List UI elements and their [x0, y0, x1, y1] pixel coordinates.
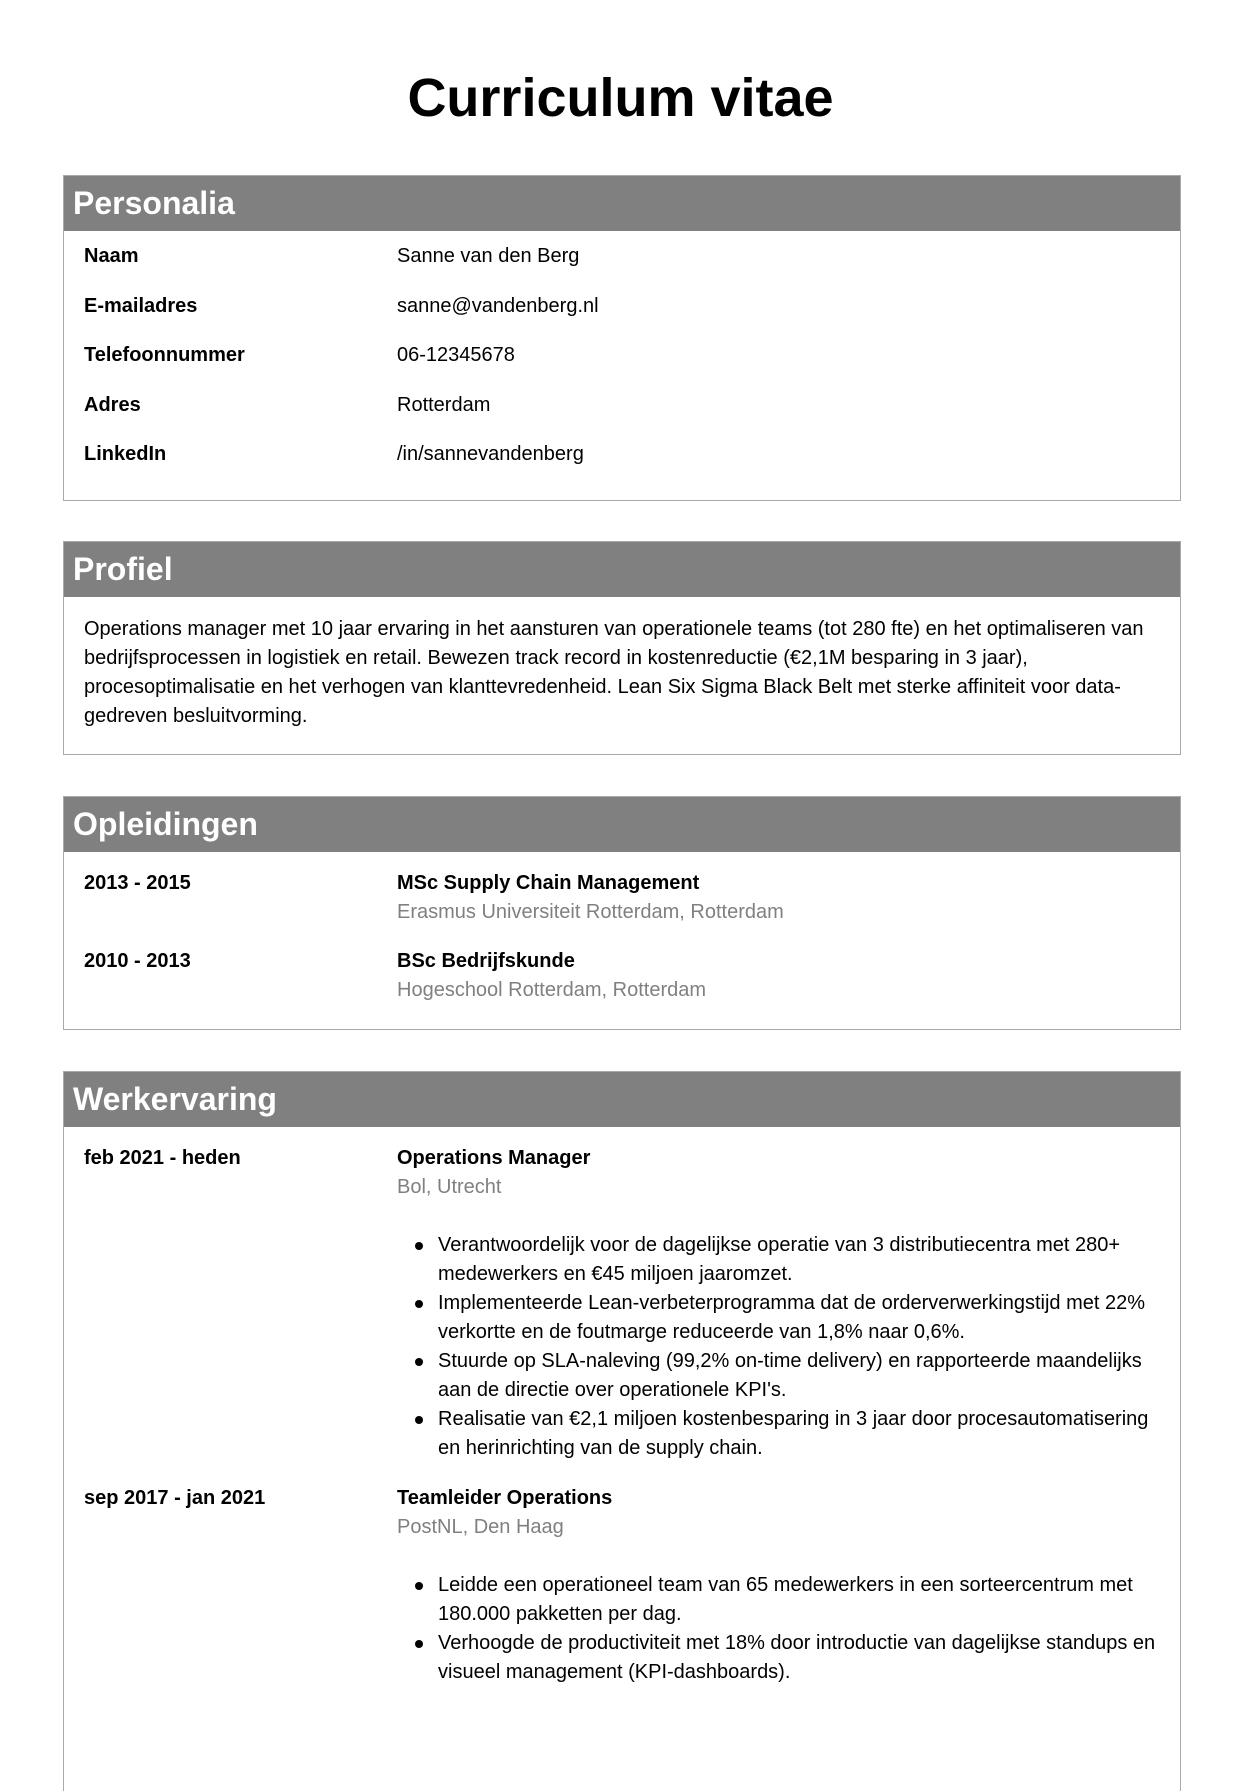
entry-title: Teamleider Operations [397, 1487, 613, 1509]
field-label: Telefoonnummer [84, 344, 245, 366]
work-entry [84, 1144, 1160, 1463]
field-row-linkedin [84, 440, 1160, 490]
achievement-list [397, 1231, 1160, 1463]
field-value: /in/sannevandenberg [397, 443, 584, 465]
field-value: sanne@vandenberg.nl [397, 294, 599, 317]
personalia-list [64, 231, 1180, 510]
entry-organization: Bol, Utrecht [397, 1176, 502, 1198]
section-heading: Opleidingen [64, 797, 1180, 852]
achievement-item: Implementeerde Lean-verbeterprogramma dat de orderverwerkingstijd met 22% verkortte en de foutmarge reduceerde van 1,8% naar 0,6%. [438, 1289, 1160, 1347]
field-row-naam [84, 242, 1160, 292]
entry-title: Operations Manager [397, 1147, 591, 1169]
section-heading: Personalia [64, 176, 1180, 231]
entry-period: 2013 - 2015 [84, 872, 191, 894]
section-personalia [63, 175, 1181, 501]
education-entry [84, 869, 1160, 927]
field-label: LinkedIn [84, 443, 167, 465]
education-entry [84, 947, 1160, 1005]
profile-text: Operations manager met 10 jaar ervaring in het aansturen van operationele teams (tot 280 fte) en het optimaliseren van bedrijfsprocessen in logistiek en retail. Bewezen track record in kostenreductie (€2,1M besparing in 3 jaar), procesoptimalisatie en het verhogen van klanttevredenheid. Lean Six Sigma Black Belt met sterke affiniteit voor data-gedreven besluitvorming. [84, 618, 1144, 727]
entry-period: sep 2017 - jan 2021 [84, 1487, 266, 1509]
achievement-list [397, 1571, 1160, 1687]
achievement-item: Stuurde op SLA-naleving (99,2% on-time delivery) en rapporteerde maandelijks aan de directie over operationele KPI's. [438, 1347, 1160, 1405]
entry-organization: Erasmus Universiteit Rotterdam, Rotterdam [397, 901, 784, 923]
field-label: E-mailadres [84, 294, 198, 317]
section-werkervaring [63, 1071, 1181, 1791]
achievement-item: Verhoogde de productiviteit met 18% door introductie van dagelijkse standups en visueel management (KPI-dashboards). [438, 1629, 1160, 1687]
section-profiel [63, 541, 1181, 755]
section-heading: Werkervaring [64, 1072, 1180, 1127]
achievement-item: Leidde een operationeel team van 65 medewerkers in een sorteercentrum met 180.000 pakketten per dag. [438, 1571, 1160, 1629]
entry-title: BSc Bedrijfskunde [397, 950, 575, 972]
field-value: 06-12345678 [397, 344, 515, 366]
field-row-email [84, 292, 1160, 342]
entry-period: 2010 - 2013 [84, 950, 191, 972]
field-value: Rotterdam [397, 393, 491, 416]
field-row-adres [84, 391, 1160, 441]
field-row-telefoon [84, 341, 1160, 391]
field-label: Naam [84, 245, 139, 267]
section-heading: Profiel [64, 542, 1180, 597]
section-opleidingen [63, 796, 1181, 1030]
work-entry [84, 1484, 1160, 1687]
achievement-item: Realisatie van €2,1 miljoen kostenbesparing in 3 jaar door procesautomatisering en herinrichting van de supply chain. [438, 1405, 1160, 1463]
entry-title: MSc Supply Chain Management [397, 872, 700, 894]
achievement-item: Verantwoordelijk voor de dagelijkse operatie van 3 distributiecentra met 280+ medewerkers en €45 miljoen jaaromzet. [438, 1231, 1160, 1289]
field-value: Sanne van den Berg [397, 245, 580, 267]
entry-period: feb 2021 - heden [84, 1147, 241, 1169]
page-title: Curriculum vitae [407, 68, 834, 128]
entry-organization: Hogeschool Rotterdam, Rotterdam [397, 979, 707, 1001]
field-label: Adres [84, 393, 141, 416]
entry-organization: PostNL, Den Haag [397, 1516, 564, 1538]
